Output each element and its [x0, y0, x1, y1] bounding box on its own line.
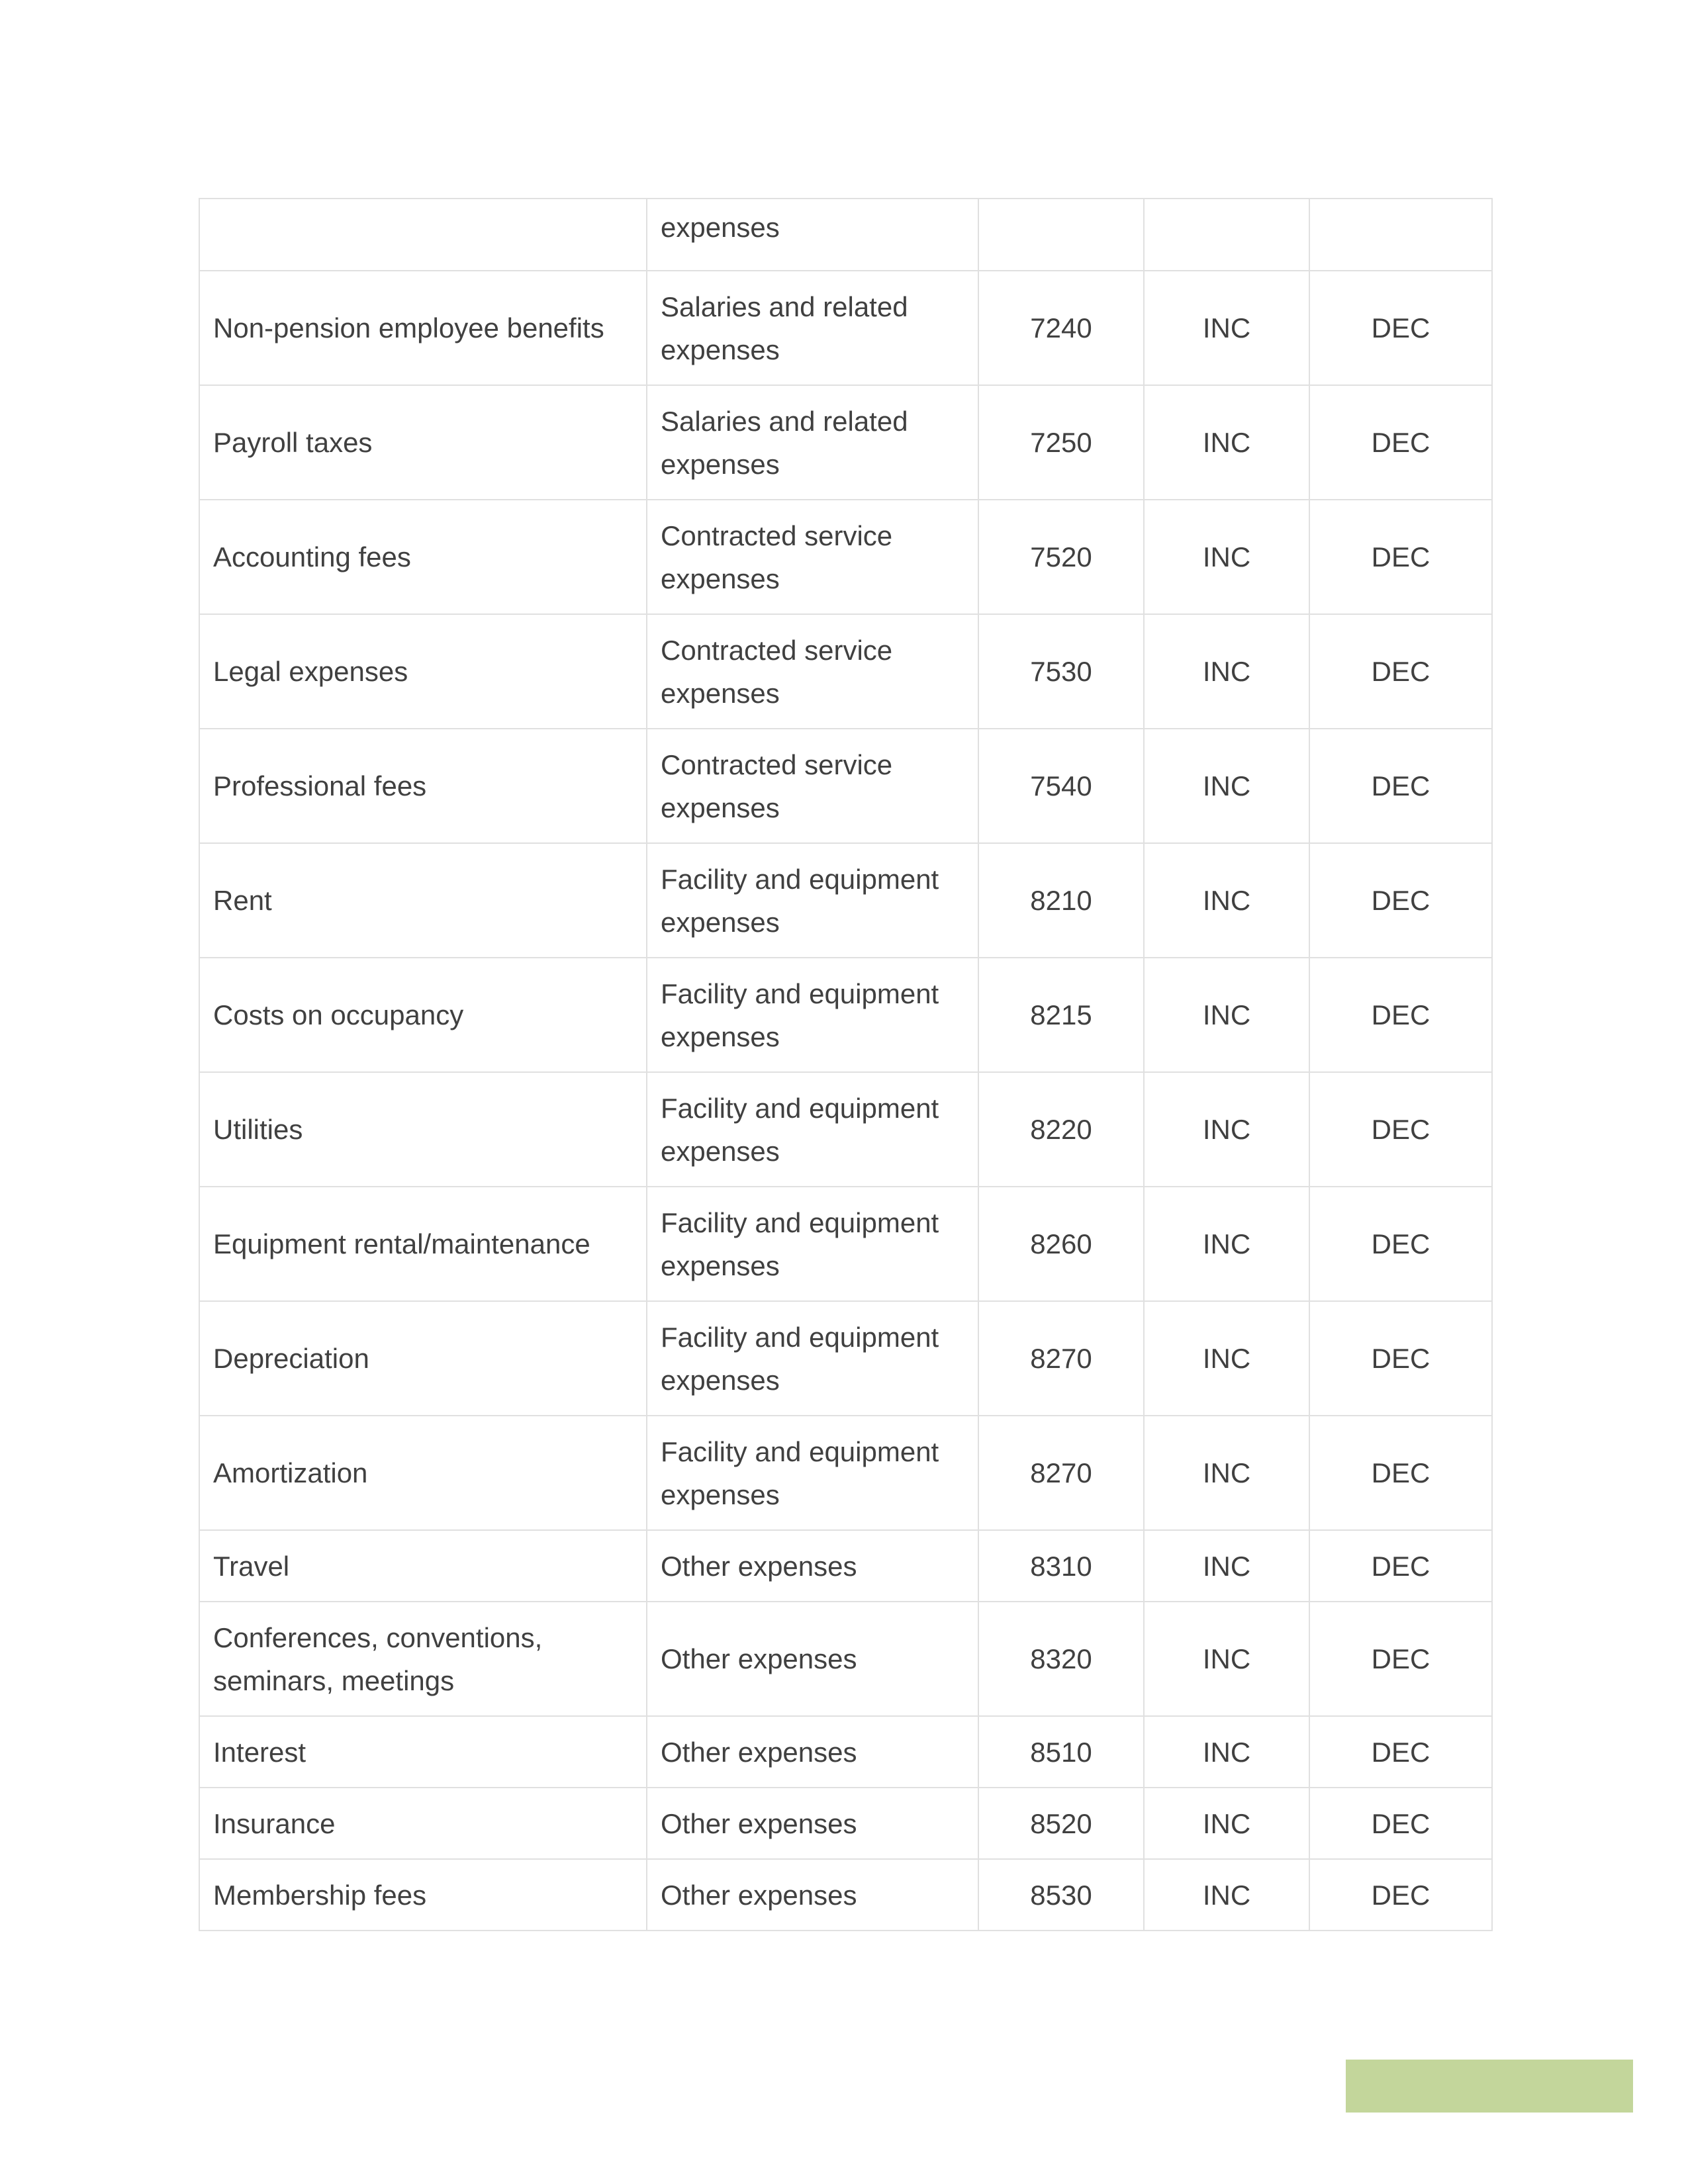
category-cell: Facility and equipment expenses — [647, 958, 978, 1072]
table-row — [199, 1187, 1492, 1301]
code-cell: 7520 — [978, 500, 1144, 614]
code-cell: 8270 — [978, 1416, 1144, 1530]
decrease-cell: DEC — [1309, 843, 1492, 958]
item-cell: Insurance — [199, 1788, 647, 1859]
code-cell: 8530 — [978, 1859, 1144, 1931]
table-row — [199, 385, 1492, 500]
item-cell: Accounting fees — [199, 500, 647, 614]
table-row — [199, 1530, 1492, 1602]
increase-cell: INC — [1144, 500, 1309, 614]
category-cell: Contracted service expenses — [647, 614, 978, 729]
item-cell: Depreciation — [199, 1301, 647, 1416]
item-cell: Equipment rental/maintenance — [199, 1187, 647, 1301]
increase-cell: INC — [1144, 1416, 1309, 1530]
category-cell: Facility and equipment expenses — [647, 1187, 978, 1301]
category-cell: Facility and equipment expenses — [647, 843, 978, 958]
code-cell: 8510 — [978, 1716, 1144, 1788]
category-cell: Facility and equipment expenses — [647, 1416, 978, 1530]
item-cell: Amortization — [199, 1416, 647, 1530]
category-cell: expenses — [647, 199, 978, 271]
code-cell: 7530 — [978, 614, 1144, 729]
decrease-cell: DEC — [1309, 1072, 1492, 1187]
increase-cell: INC — [1144, 1859, 1309, 1931]
decrease-cell: DEC — [1309, 729, 1492, 843]
table-row — [199, 958, 1492, 1072]
footer-accent-bar — [1346, 2060, 1633, 2113]
decrease-cell: DEC — [1309, 614, 1492, 729]
table-row — [199, 1416, 1492, 1530]
category-cell: Salaries and related expenses — [647, 271, 978, 385]
decrease-cell: DEC — [1309, 1187, 1492, 1301]
table-row — [199, 843, 1492, 958]
table-row — [199, 271, 1492, 385]
item-cell: Legal expenses — [199, 614, 647, 729]
increase-cell: INC — [1144, 729, 1309, 843]
item-cell: Membership fees — [199, 1859, 647, 1931]
code-cell: 8215 — [978, 958, 1144, 1072]
category-cell: Other expenses — [647, 1530, 978, 1602]
category-cell: Other expenses — [647, 1788, 978, 1859]
item-cell: Costs on occupancy — [199, 958, 647, 1072]
category-cell: Facility and equipment expenses — [647, 1072, 978, 1187]
table-row — [199, 729, 1492, 843]
decrease-cell: DEC — [1309, 500, 1492, 614]
increase-cell: INC — [1144, 271, 1309, 385]
item-cell: Payroll taxes — [199, 385, 647, 500]
decrease-cell — [1309, 199, 1492, 271]
decrease-cell: DEC — [1309, 271, 1492, 385]
table-row — [199, 1301, 1492, 1416]
code-cell: 8310 — [978, 1530, 1144, 1602]
code-cell — [978, 199, 1144, 271]
category-cell: Other expenses — [647, 1716, 978, 1788]
decrease-cell: DEC — [1309, 958, 1492, 1072]
item-cell — [199, 199, 647, 271]
category-cell: Other expenses — [647, 1602, 978, 1716]
increase-cell: INC — [1144, 1187, 1309, 1301]
code-cell: 7540 — [978, 729, 1144, 843]
table-row — [199, 1716, 1492, 1788]
code-cell: 7240 — [978, 271, 1144, 385]
code-cell: 8220 — [978, 1072, 1144, 1187]
code-cell: 8210 — [978, 843, 1144, 958]
increase-cell: INC — [1144, 1788, 1309, 1859]
decrease-cell: DEC — [1309, 1530, 1492, 1602]
item-cell: Rent — [199, 843, 647, 958]
table-row — [199, 1602, 1492, 1716]
decrease-cell: DEC — [1309, 1301, 1492, 1416]
category-cell: Other expenses — [647, 1859, 978, 1931]
increase-cell: INC — [1144, 385, 1309, 500]
increase-cell: INC — [1144, 1602, 1309, 1716]
decrease-cell: DEC — [1309, 385, 1492, 500]
item-cell: Interest — [199, 1716, 647, 1788]
increase-cell: INC — [1144, 958, 1309, 1072]
item-cell: Travel — [199, 1530, 647, 1602]
item-cell: Utilities — [199, 1072, 647, 1187]
table-row — [199, 199, 1492, 271]
item-cell: Professional fees — [199, 729, 647, 843]
table-row — [199, 614, 1492, 729]
table-row — [199, 1072, 1492, 1187]
table-row — [199, 500, 1492, 614]
category-cell: Contracted service expenses — [647, 500, 978, 614]
decrease-cell: DEC — [1309, 1859, 1492, 1931]
code-cell: 8520 — [978, 1788, 1144, 1859]
increase-cell: INC — [1144, 843, 1309, 958]
category-cell: Contracted service expenses — [647, 729, 978, 843]
decrease-cell: DEC — [1309, 1416, 1492, 1530]
item-cell: Non-pension employee benefits — [199, 271, 647, 385]
increase-cell: INC — [1144, 1530, 1309, 1602]
code-cell: 8320 — [978, 1602, 1144, 1716]
table-row — [199, 1859, 1492, 1931]
increase-cell — [1144, 199, 1309, 271]
decrease-cell: DEC — [1309, 1602, 1492, 1716]
table-row — [199, 1788, 1492, 1859]
category-cell: Facility and equipment expenses — [647, 1301, 978, 1416]
decrease-cell: DEC — [1309, 1716, 1492, 1788]
item-cell: Conferences, conventions, seminars, meetings — [199, 1602, 647, 1716]
increase-cell: INC — [1144, 1716, 1309, 1788]
decrease-cell: DEC — [1309, 1788, 1492, 1859]
code-cell: 7250 — [978, 385, 1144, 500]
increase-cell: INC — [1144, 1072, 1309, 1187]
increase-cell: INC — [1144, 1301, 1309, 1416]
code-cell: 8260 — [978, 1187, 1144, 1301]
category-cell: Salaries and related expenses — [647, 385, 978, 500]
increase-cell: INC — [1144, 614, 1309, 729]
account-mapping-table — [199, 198, 1493, 1931]
code-cell: 8270 — [978, 1301, 1144, 1416]
